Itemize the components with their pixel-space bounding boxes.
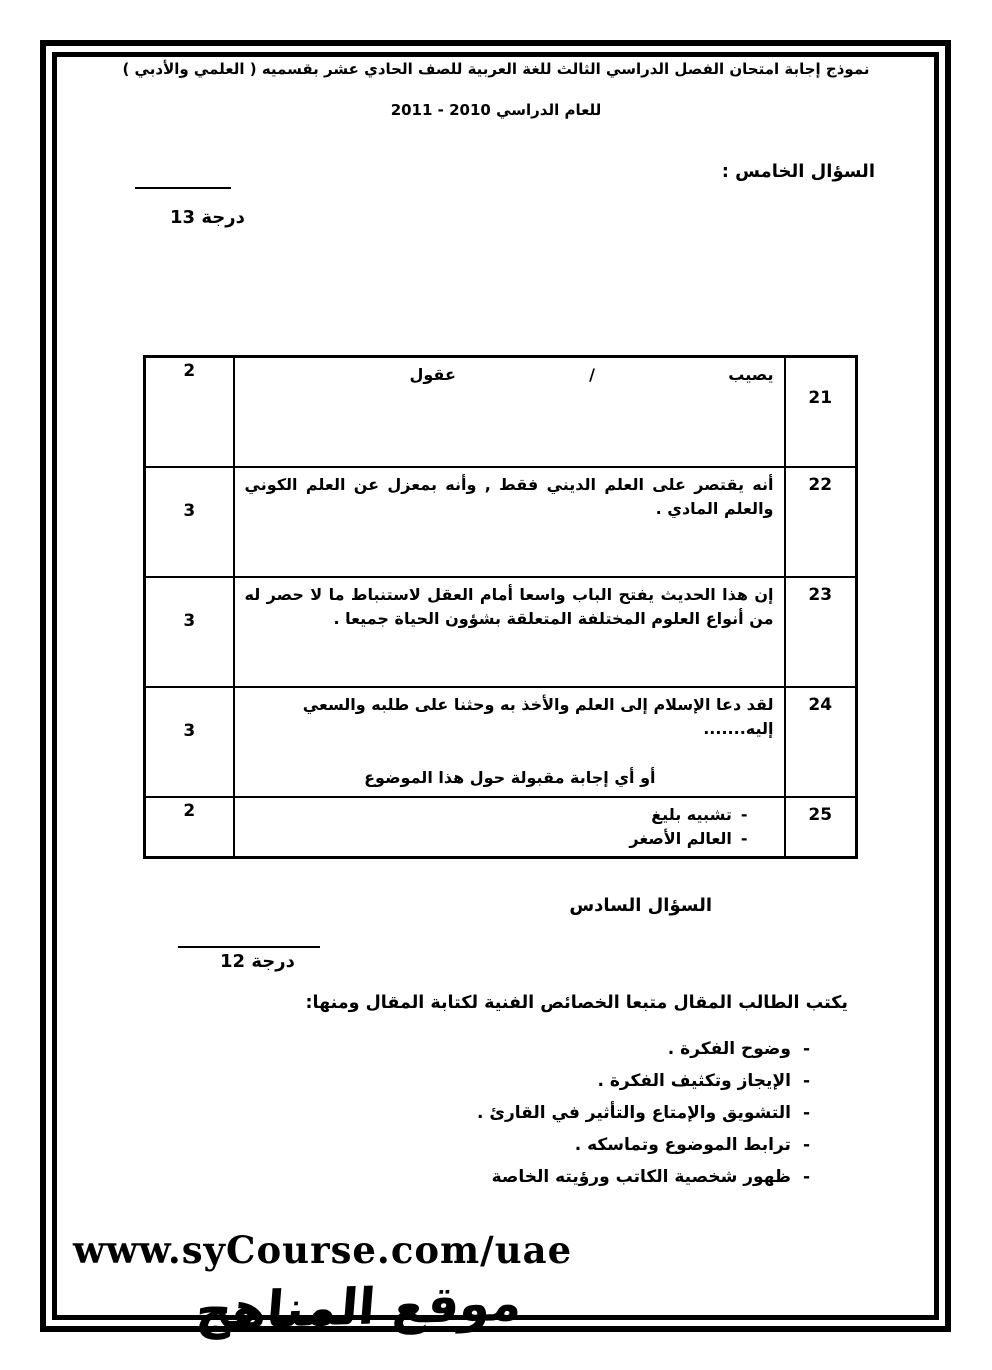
- answer-part: يصيب: [728, 365, 774, 384]
- answer-list-item: [245, 803, 774, 827]
- list-item: [477, 1070, 810, 1093]
- dash-bullet: -: [740, 828, 748, 848]
- table-row: [145, 797, 857, 858]
- table-row: [145, 687, 857, 797]
- list-item: [477, 1134, 810, 1157]
- list-item: [477, 1166, 810, 1189]
- answer-text: أنه يقتصر على العلم الديني فقط , وأنه بمعزل عن العلم الكوني والعلم المادي .: [234, 467, 785, 577]
- answer-line-alt: أو أي إجابة مقبولة حول هذا الموضوع: [364, 768, 656, 788]
- answer-line: لقد دعا الإسلام إلى العلم والأخذ به وحثنا على طلبه والسعي إليه.......: [302, 694, 774, 739]
- list-item-text: ظهور شخصية الكاتب ورؤيته الخاصة: [491, 1166, 791, 1187]
- dash-bullet: -: [802, 1039, 810, 1059]
- footer-url: www.syCourse.com/uae: [73, 1228, 573, 1272]
- question6-title: السؤال السادس: [569, 895, 712, 916]
- list-item-text: التشويق والإمتاع والتأثير في القارئ .: [477, 1102, 791, 1123]
- dash-bullet: -: [802, 1166, 810, 1187]
- answer-number: 24: [785, 687, 857, 797]
- answer-text: [234, 797, 785, 858]
- list-item: [477, 1102, 810, 1125]
- answers-table: [143, 355, 858, 859]
- question6-intro: يكتب الطالب المقال متبعا الخصائص الفنية لكتابة المقال ومنها:: [305, 993, 848, 1013]
- exam-header-title: نموذج إجابة امتحان الفصل الدراسي الثالث للغة العربية للصف الحادي عشر بقسميه ( العلمي والأدبي ): [122, 60, 870, 78]
- table-row: [145, 357, 857, 467]
- exam-header-year: للعام الدراسي 2010 - 2011: [390, 101, 602, 119]
- answer-part-separator: /: [589, 365, 595, 384]
- question5-title: السؤال الخامس :: [721, 161, 875, 182]
- answer-split-line: [245, 363, 774, 388]
- table-row: [145, 467, 857, 577]
- answer-item-text: تشبيه بليغ: [651, 804, 732, 824]
- question6-marks-label: 12 درجة: [220, 951, 295, 972]
- site-watermark: موقع المناهج: [193, 1273, 525, 1341]
- answer-text: [234, 687, 785, 797]
- answer-mark: 3: [145, 577, 234, 687]
- answer-number: 21: [785, 357, 857, 467]
- question6-points-list: [477, 1038, 810, 1198]
- answer-number: 23: [785, 577, 857, 687]
- answer-number: 25: [785, 797, 857, 858]
- answer-mark: 3: [145, 467, 234, 577]
- answer-list-item: [245, 827, 774, 851]
- answer-text: [234, 357, 785, 467]
- answer-mark: 2: [145, 357, 234, 467]
- dash-bullet: -: [802, 1134, 810, 1155]
- dash-bullet: -: [802, 1070, 810, 1091]
- answer-mark: 3: [145, 687, 234, 797]
- question6-underline: [178, 946, 320, 948]
- table-row: [145, 577, 857, 687]
- answer-item-text: العالم الأصغر: [629, 828, 732, 848]
- answer-part: عقول: [409, 365, 456, 384]
- list-item-text: الإيجاز وتكثيف الفكرة .: [597, 1070, 791, 1091]
- dash-bullet: -: [802, 1102, 810, 1123]
- answer-mark: 2: [145, 797, 234, 858]
- answer-number: 22: [785, 467, 857, 577]
- question5-marks-label: 13 درجة: [170, 207, 245, 228]
- list-item: [477, 1038, 810, 1061]
- dash-bullet: -: [740, 804, 748, 824]
- answer-text: إن هذا الحديث يفتح الباب واسعا أمام العقل لاستنباط ما لا حصر له من أنواع العلوم المختلفة المتعلقة بشؤون الحياة جميعا .: [234, 577, 785, 687]
- question5-underline: [135, 187, 231, 189]
- list-item-text: وضوح الفكرة .: [667, 1039, 791, 1059]
- list-item-text: ترابط الموضوع وتماسكه .: [574, 1134, 791, 1155]
